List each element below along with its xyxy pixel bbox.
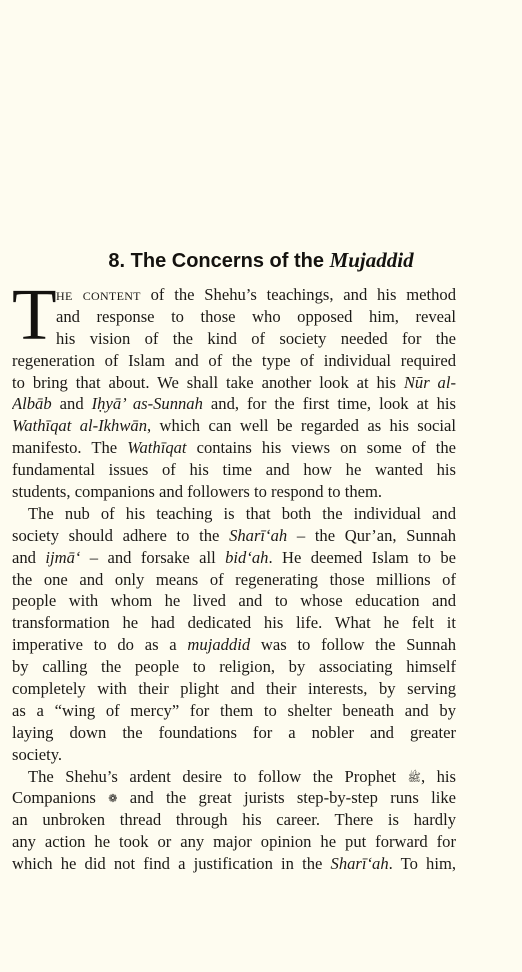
paragraph-3 — [12, 766, 456, 875]
paragraph-1 — [12, 274, 456, 503]
text-line — [12, 525, 456, 547]
text-span: The Shehu’s ardent desire to follow the Prophet — [28, 766, 408, 786]
italic-span: Albāb — [12, 394, 52, 414]
italic-span: Wathīqat — [127, 438, 187, 458]
text-span: – and forsake all — [80, 547, 226, 567]
italic-span: ijmā‘ — [45, 547, 81, 567]
italic-span: Wathīqat al-Ikhwān — [12, 416, 147, 436]
text-span: to bring that about. We shall take another look at his — [12, 372, 396, 392]
italic-span: Sharī‘ah — [330, 854, 389, 874]
text-line: laying down the foundations for a nobler and greater — [12, 722, 456, 742]
chapter-heading-text: 8. The Concerns of the — [108, 250, 324, 272]
chapter-heading-italic: Mujaddid — [329, 248, 414, 272]
text-line — [12, 634, 456, 656]
drop-cap-letter: T — [12, 274, 57, 355]
text-line: students, companions and followers to respond to them. — [12, 482, 383, 502]
italic-span: Iḥyā’ as-Sunnah — [91, 394, 203, 414]
salawat-symbol-icon: ﷺ — [407, 771, 421, 784]
small-caps-lead: he content — [56, 285, 141, 304]
paragraph-2 — [12, 503, 456, 766]
text-line — [12, 437, 456, 459]
italic-span: Sharī‘ah — [229, 525, 288, 545]
text-line: people with whom he lived and to whose education and — [12, 591, 456, 611]
italic-span: mujaddid — [187, 635, 251, 655]
text-line: an unbroken thread through his career. There is hardly — [12, 810, 456, 830]
body-text — [12, 274, 456, 875]
text-span: , his — [420, 766, 456, 786]
text-span: of the Shehu’s teachings, and his method — [140, 285, 456, 304]
text-span: , which can well be regarded as his social — [147, 416, 456, 436]
text-span: manifesto. The — [12, 438, 128, 458]
text-span: which he did not find a justification in the — [12, 854, 331, 874]
text-line — [12, 547, 456, 569]
text-span: and, for the first time, look at his — [202, 394, 456, 414]
text-line: society. — [12, 744, 63, 764]
text-span: was to follow the Sunnah — [250, 635, 456, 655]
text-line: as a “wing of mercy” for them to shelter beneath and by — [12, 700, 456, 720]
text-span: . He deemed Islam to be — [268, 547, 456, 567]
text-line — [12, 787, 456, 809]
text-span: – the Qur’an, Sunnah — [287, 525, 456, 545]
text-span: and — [12, 547, 46, 567]
text-span: and — [51, 394, 92, 414]
text-line: the one and only means of regenerating those millions of — [12, 569, 456, 589]
text-line — [12, 393, 456, 415]
text-span: imperative to do as a — [12, 635, 188, 655]
text-span: Companions — [12, 788, 109, 808]
text-line: any action he took or any major opinion he put forward for — [12, 832, 456, 852]
text-span: . To him, — [388, 854, 456, 874]
radiallahu-symbol-icon: ❁ — [108, 793, 118, 806]
text-line: completely with their plight and their interests, by serving — [12, 679, 456, 699]
text-line: and response to those who opposed him, reveal — [56, 306, 456, 326]
chapter-heading — [0, 246, 522, 275]
text-line — [12, 853, 456, 875]
text-line — [12, 284, 456, 306]
italic-span: Nūr al- — [403, 372, 456, 392]
text-line: transformation he had dedicated his life. What he felt it — [12, 613, 456, 633]
text-line — [12, 372, 456, 394]
text-span: contains his views on some of the — [186, 438, 456, 458]
text-line — [12, 415, 456, 437]
text-line: fundamental issues of his time and how he wanted his — [12, 460, 456, 480]
text-line — [12, 766, 456, 788]
text-line: by calling the people to religion, by associating himself — [12, 657, 456, 677]
text-line: regeneration of Islam and of the type of individual required — [12, 350, 456, 370]
text-span: and the great jurists step-by-step runs like — [117, 788, 456, 808]
text-span: society should adhere to the — [12, 525, 230, 545]
italic-span: bid‘ah — [225, 547, 269, 567]
text-line: The nub of his teaching is that both the individual and — [28, 503, 456, 523]
text-line: his vision of the kind of society needed for the — [56, 328, 456, 348]
